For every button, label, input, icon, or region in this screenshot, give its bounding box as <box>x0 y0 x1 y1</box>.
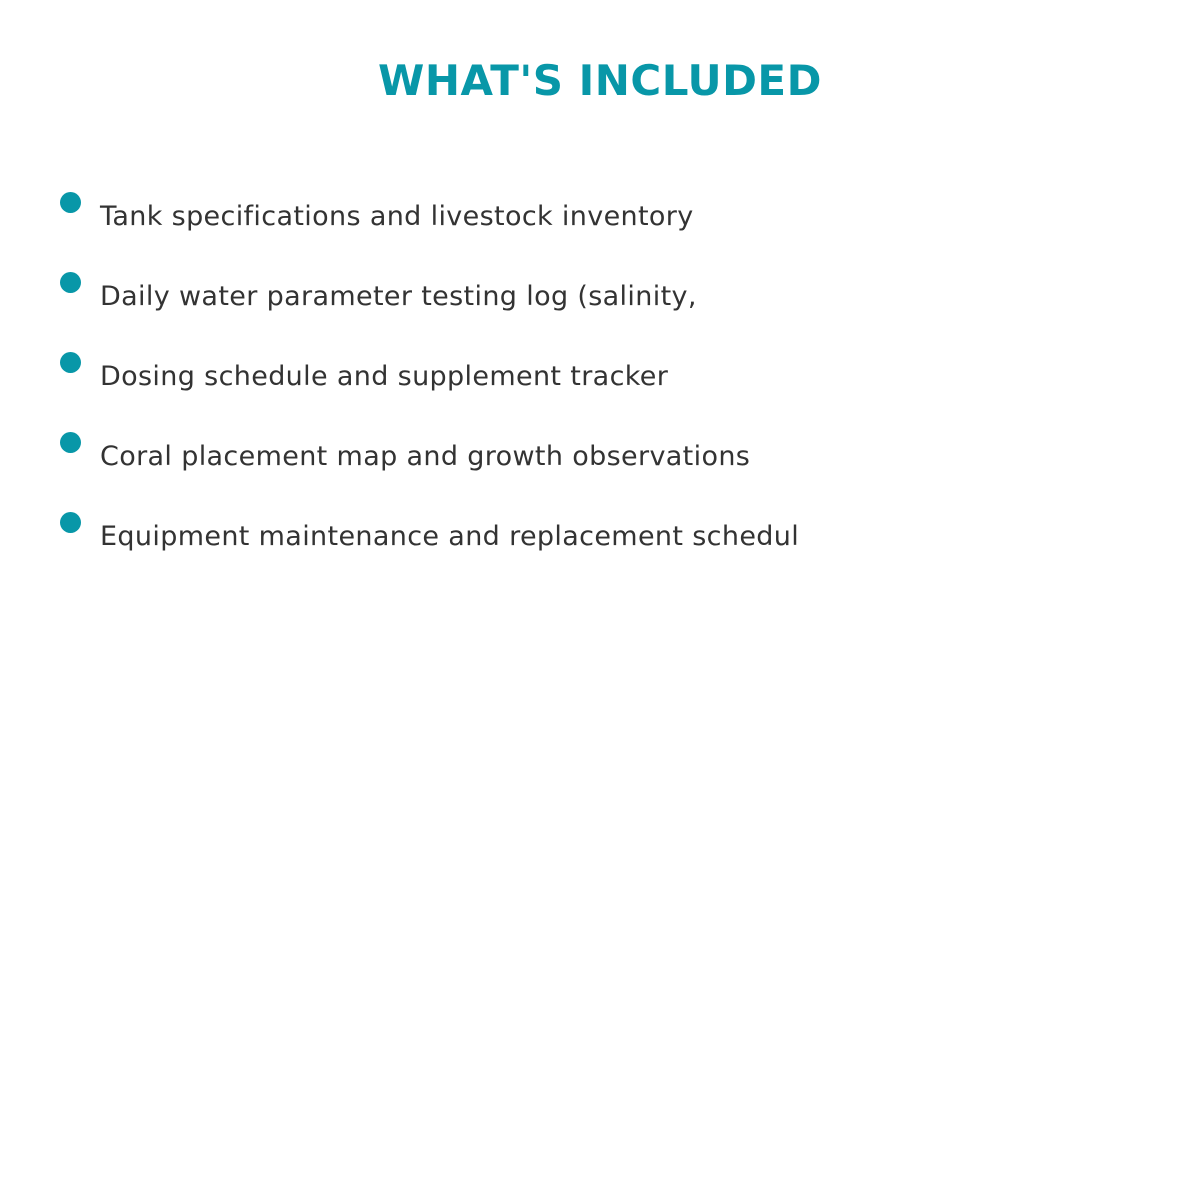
list-item-label: Daily water parameter testing log (salinity, <box>100 281 697 312</box>
circle-bullet-icon <box>60 512 81 533</box>
list-item-label: Equipment maintenance and replacement schedul <box>100 521 800 552</box>
list-item <box>0 190 1200 250</box>
page-title: WHAT'S INCLUDED <box>378 56 822 105</box>
list-item <box>0 270 1200 330</box>
list-item-label: Dosing schedule and supplement tracker <box>100 361 669 392</box>
circle-bullet-icon <box>60 272 81 293</box>
list-item <box>0 350 1200 410</box>
list-item-label: Tank specifications and livestock inventory <box>100 201 694 232</box>
list-item-label: Coral placement map and growth observations <box>100 441 751 472</box>
list-item <box>0 430 1200 490</box>
circle-bullet-icon <box>60 352 81 373</box>
circle-bullet-icon <box>60 432 81 453</box>
circle-bullet-icon <box>60 192 81 213</box>
list-item <box>0 510 1200 570</box>
